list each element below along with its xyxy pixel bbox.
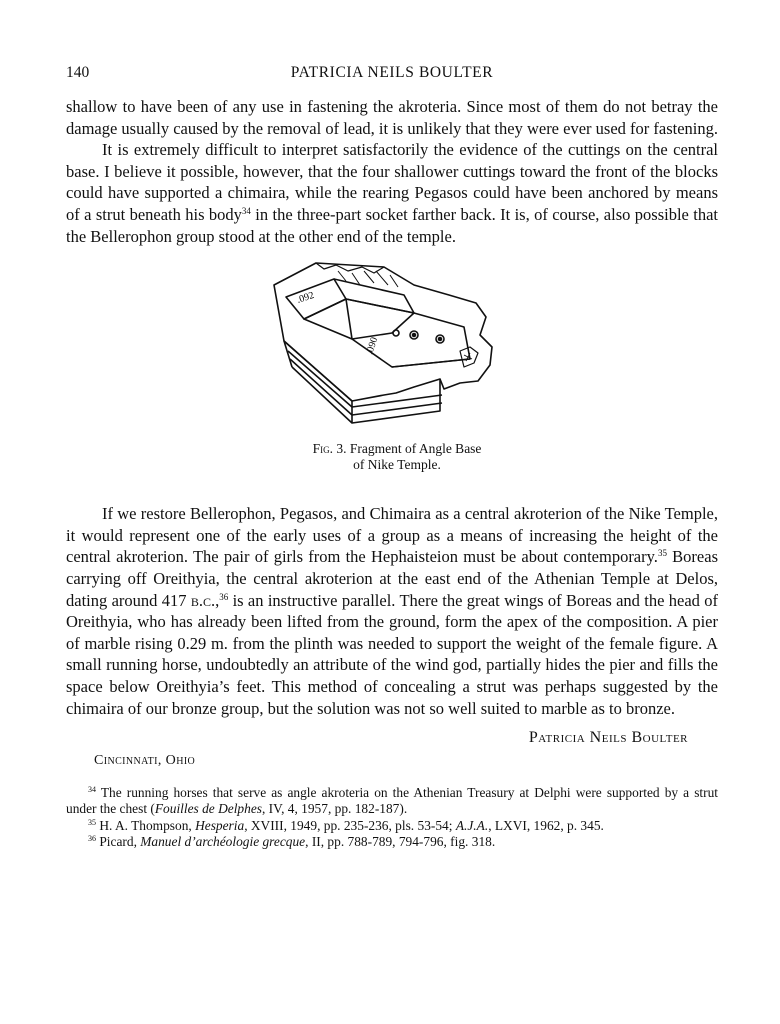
author-signature: Patricia Neils Boulter [528, 729, 688, 747]
measurement-label-1: .092 [295, 290, 316, 307]
footnote-ref-34[interactable]: 34 [241, 205, 251, 216]
footnote-34-title: Fouilles de Delphes [154, 801, 262, 817]
paragraph-3-text-b: Boreas carrying off Oreithyia, the central akroterion at the east end of the Athenian Temple at Delos, dating around 417 [66, 547, 718, 610]
caption-line-1 [76, 441, 718, 457]
running-head: PATRICIA NEILS BOULTER [290, 64, 494, 81]
footnote-36-text-b: , II, pp. 788-789, 794-796, fig. 318. [305, 833, 496, 849]
footnote-35-text-c: , LXVI, 1962, p. 345. [488, 817, 604, 833]
figure-caption [66, 441, 718, 473]
footnote-34-number: 34 [88, 785, 96, 795]
footnote-35-journal-1: Hesperia [195, 817, 245, 833]
footnote-35-journal-2: A.J.A. [455, 817, 489, 833]
paragraph-1: shallow to have been of any use in fastening the akroteria. Since most of them do not betray the damage usually caused by the removal of lead, it is unlikely that they were ever used for fastening. [66, 97, 718, 138]
ridge-line [334, 279, 414, 313]
footnote-34-text-a: The running horses that serve as angle akroteria on the Athenian Treasury at Delphi were supported by a strut under the chest ( [66, 785, 718, 817]
page-header [66, 58, 718, 82]
page-number: 140 [66, 64, 90, 81]
footnote-36-number: 36 [88, 833, 96, 843]
footnote-ref-35[interactable]: 35 [657, 548, 667, 559]
figure-3 [66, 255, 718, 489]
paragraph-2-text-a: It is extremely difficult to interpret satisfactorily the evidence of the cuttings on the central base. I believe it possible, however, that the four shallower cuttings toward the front of the blocks could have supported a chimaira, while the rearing Pegasos could have been anchored by means of a strut beneath his body [66, 140, 718, 224]
footnote-35-text-b: , XVIII, 1949, pp. 235-236, pls. 53-54; [244, 817, 456, 833]
footnote-36-text-a: Picard, [99, 833, 141, 849]
figure-label: Fig. 3. [312, 441, 347, 457]
footnotes [66, 785, 718, 850]
paragraph-3-text-a: If we restore Bellerophon, Pegasos, and Chimaira as a central akroterion of the Nike Temple, it would represent one of the early uses of a group as a means of increasing the height of the central akroterion. The pair of girls from the Hephaisteion must be about contemporary. [66, 504, 718, 567]
main-text-2 [66, 503, 718, 719]
footnote-36-title: Manuel d’archéologie grecque [140, 833, 306, 849]
main-text [66, 96, 718, 247]
paragraph-3 [66, 503, 718, 719]
paragraph-2-text-b: in the three-part socket farther back. It is, of course, also possible that the Bellerophon group stood at the other end of the temple. [66, 204, 718, 246]
footnote-35-text-a: H. A. Thompson, [99, 817, 196, 833]
footnote-34 [66, 785, 718, 817]
caption-text-1: Fragment of Angle Base [349, 441, 482, 457]
measurement-label-2: .090 [364, 336, 381, 357]
paragraph-2 [66, 139, 718, 247]
footnote-35 [66, 818, 718, 834]
footnote-36 [66, 834, 718, 850]
page [66, 58, 718, 850]
footnote-ref-36[interactable]: 36 [219, 591, 229, 602]
caption-line-2: of Nike Temple. [353, 457, 441, 473]
paragraph-3-text-c: is an instructive parallel. There the great wings of Boreas and the head of Oreithyia, who has already been lifted from the ground, form the apex of the composition. A pier of marble rising 0.29 m. from the plinth was needed to support the weight of the female figure. A small running horse, undoubtedly an attribute of the wind god, partially hides the pier and fills the space below Oreithyia’s feet. This method of concealing a strut was perhaps suggested by the chimaira of our bronze group, but the solution was not so well suited to marble as to bronze. [66, 590, 719, 718]
footnote-34-text-b: , IV, 4, 1957, pp. 182-187). [261, 801, 408, 817]
bc-abbrev: b.c., [190, 590, 220, 610]
author-location: Cincinnati, Ohio [94, 753, 196, 769]
angle-base-fragment-drawing [264, 255, 526, 435]
footnote-35-number: 35 [88, 817, 96, 827]
